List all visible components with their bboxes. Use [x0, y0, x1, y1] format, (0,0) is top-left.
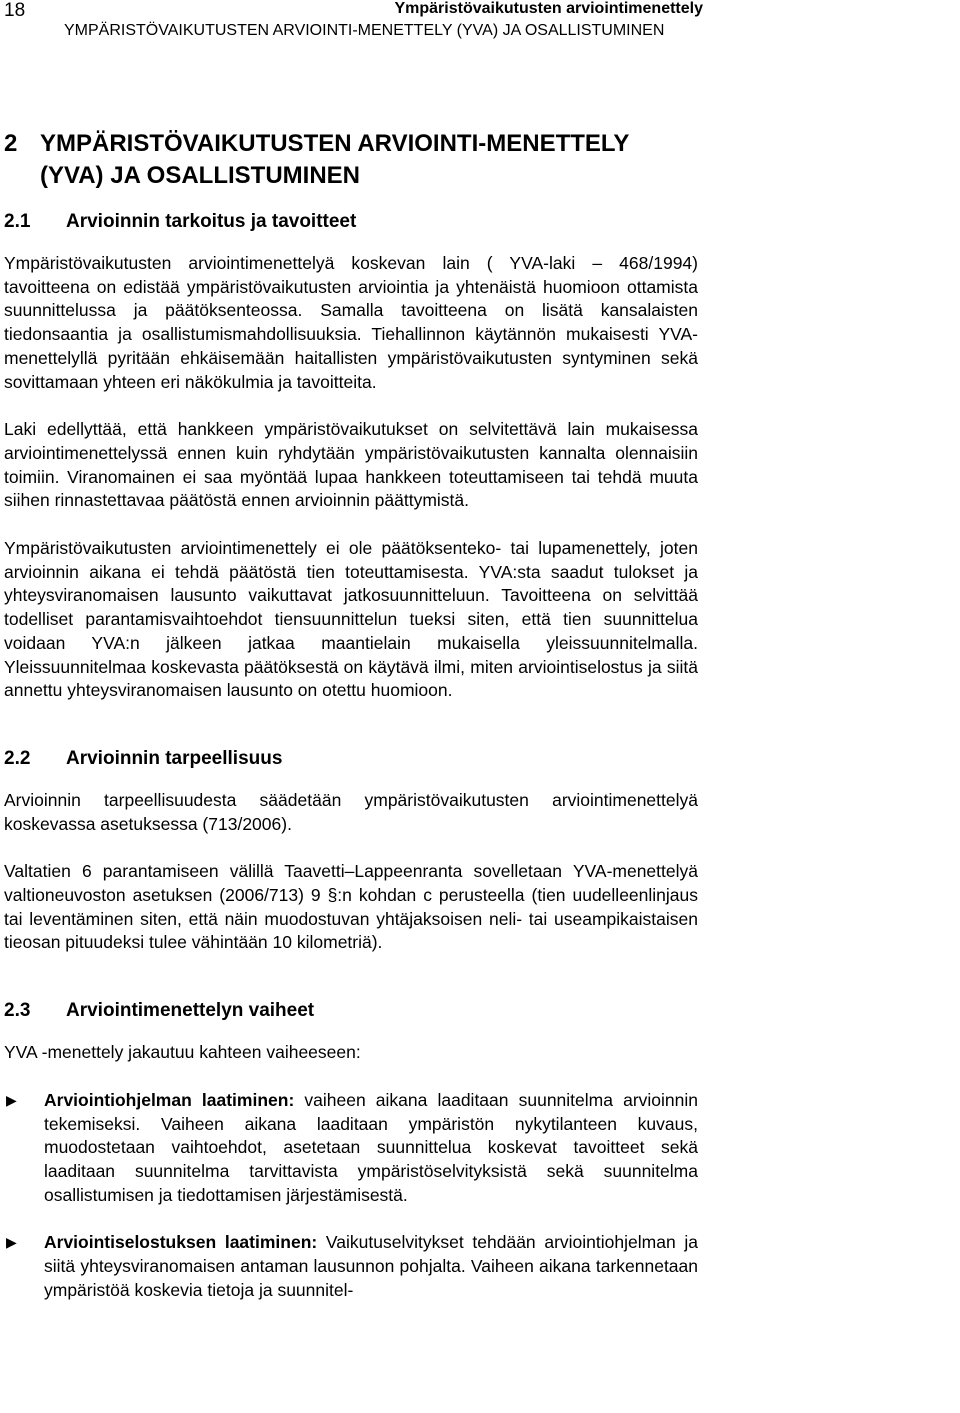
chapter-number: 2 — [4, 130, 18, 157]
section-heading-2-1 — [4, 210, 698, 234]
section-number: 2.2 — [4, 747, 31, 769]
section-title: Arvioinnin tarkoitus ja tavoitteet — [66, 211, 357, 232]
section-heading-2-2 — [4, 747, 698, 771]
chapter-heading — [4, 128, 698, 192]
chapter-title: YMPÄRISTÖVAIKUTUSTEN ARVIOINTI-MENETTELY (YVA) JA OSALLISTUMINEN — [40, 130, 629, 189]
section-number: 2.1 — [4, 211, 31, 232]
paragraph: Valtatien 6 parantamiseen välillä Taavetti–Lappeenranta sovelletaan YVA-menettelyä valtioneuvoston asetuksen (2006/713) 9 §:n kohdan c perusteella (tien uudelleenlinjaus tai leventäminen siten, että näin muodostuvan yhtäjaksoisen neli- tai useampikaistaisen tieosan pituudeksi tulee vähintään 10 kilometriä). — [4, 861, 698, 953]
running-subtitle: YMPÄRISTÖVAIKUTUSTEN ARVIOINTI-MENETTELY (YVA) JA OSALLISTUMINEN — [64, 22, 665, 39]
triangle-right-icon: ▶ — [6, 1091, 17, 1108]
list-item-body: Vaikutuselvitykset tehdään arviointiohjelman ja siitä yhteysviranomaisen antaman lausunnon pohjalta. Vaiheen aikana tarkennetaan ympäristöä koskevia tietoja ja suunnitel- — [44, 1232, 699, 1300]
running-title: Ympäristövaikutusten arviointimenettely — [394, 0, 703, 17]
list-item-text — [44, 1089, 698, 1208]
paragraph: YVA -menettely jakautuu kahteen vaiheeseen: — [4, 1042, 361, 1063]
list-item-lead: Arviointiohjelman laatiminen: — [44, 1089, 295, 1110]
paragraph: Laki edellyttää, että hankkeen ympäristövaikutukset on selvitettävä lain mukaisessa arviointimenettelyssä ennen kuin ryhdytään ympäristövaikutusten kannalta olennaisiin toimiin. Viranomainen ei saa myöntää lupaa hankkeen toteuttamiseen tai tehdä muuta siihen rinnastettavaa päätöstä ennen arvioinnin päättymistä. — [4, 419, 698, 511]
page-number: 18 — [4, 0, 26, 21]
triangle-right-icon: ▶ — [6, 1234, 17, 1251]
section-heading-2-3 — [4, 999, 698, 1023]
paragraph: Ympäristövaikutusten arviointimenettely ei ole päätöksenteko- tai lupamenettely, joten arvioinnin aikana ei tehdä päätöstä tien toteuttamisesta. YVA:sta saadut tulokset ja yhteysviranomaisen lausunto vaikuttavat jatkosuunnitteluun. Tavoitteena on selvittää todelliset parantamisvaihtoehdot tiensuunnittelun tueksi siten, että tien suunnittelua voidaan YVA:n jälkeen jatkaa maantielain mukaisella yleissuunnitelmalla. Yleissuunnitelmaa koskevasta päätöksestä on käytävä ilmi, miten arviointiselostus ja siitä annettu yhteysviranomaisen lausunto on otettu huomioon. — [4, 538, 698, 701]
paragraph: Ympäristövaikutusten arviointimenettelyä koskevan lain ( YVA-laki – 468/1994) tavoitteena on edistää ympäristövaikutusten arviointia ja yhtenäistä huomioon ottamista suunnittelussa ja päätöksenteossa. Samalla tavoitteena on lisätä kansalaisten tiedonsaantia ja osallistumismahdollisuuksia. Tiehallinnon käytännön mukaisesti YVA-menettelyllä pyritään ehkäisemään haitallisten ympäristövaikutusten syntyminen sekä sovittamaan yhteen eri näkökulmia ja tavoitteita. — [4, 253, 698, 392]
list-item-lead: Arviointiselostuksen laatiminen: — [44, 1232, 318, 1253]
section-number: 2.3 — [4, 1000, 31, 1022]
paragraph: Arvioinnin tarpeellisuudesta säädetään ympäristövaikutusten arviointimenettelyä koskevassa asetuksessa (713/2006). — [4, 789, 698, 834]
list-item — [4, 1231, 698, 1302]
list-item-body: vaiheen aikana laaditaan suunnitelma arvioinnin tekemiseksi. Vaiheen aikana laaditaan ympäristön nykytilanteen kuvaus, muodostetaan vaihtoehdot, asetetaan suunnittelua koskevat tavoitteet sekä laaditaan suunnitelma tarvittavista ympäristöselvityksistä sekä suunnitelma osallistumisen ja tiedottamisen järjestämisestä. — [44, 1089, 698, 1205]
document-body — [4, 128, 698, 1327]
list-item-text — [44, 1231, 698, 1302]
list-item — [4, 1089, 698, 1208]
section-title: Arviointimenettelyn vaiheet — [66, 1000, 315, 1022]
phase-list — [4, 1089, 698, 1303]
section-title: Arvioinnin tarpeellisuus — [66, 747, 283, 769]
